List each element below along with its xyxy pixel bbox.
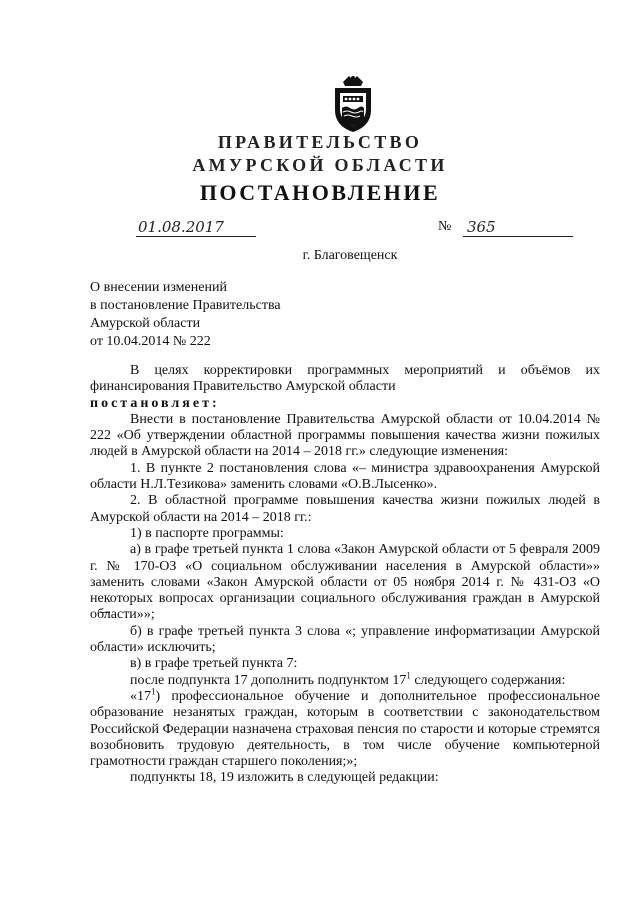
paragraph (90, 686, 600, 770)
subject-line: Амурской области (90, 316, 201, 331)
paragraph: 1. В пункте 2 постановления слова «– министра здравоохранения Амурской области Н.Л.Тезикова» заменить словами «О.В.Лысенко». (90, 460, 600, 493)
paragraph: 1) в паспорте программы: (130, 525, 284, 541)
paragraph: Внести в постановление Правительства Амурской области от 10.04.2014 № 222 «Об утверждении областной программы повышения качества жизни пожилых людей в Амурской области на 2014 – 2018 гг.» следующие изменения: (90, 411, 600, 460)
subject-line: от 10.04.2014 № 222 (90, 334, 211, 349)
paragraph (90, 396, 600, 412)
paragraph: в) в графе третьей пункта 7: (130, 656, 298, 672)
subject-line: О внесении изменений (90, 280, 227, 295)
paragraph-text: ) профессиональное обучение и дополнительное профессиональное образование незанятых граждан, которым в соответствии с законодательством Российской Федерации назначена страховая пенсия по старости и которые стремятся возобновить трудовую деятельность, в том числе обучение компьютерной грамотности граждан старшего поколения;»; (90, 688, 600, 770)
paragraph: В целях корректировки программных мероприятий и объёмов их финансирования Правительство Амурской области (90, 363, 600, 395)
city: г. Благовещенск (302, 248, 398, 263)
government-title: ПРАВИТЕЛЬСТВО (217, 132, 423, 152)
paragraph-text: «17 (130, 688, 151, 704)
amur-coat-of-arms-icon (329, 74, 377, 134)
paragraph: а) в графе третьей пункта 1 слова «Закон Амурской области от 5 февраля 2009 г. № 170-ОЗ «О социальном обслуживании населения в Амурской области»» заменить словами «Закон Амурской области от 05 ноября 2014 г. № 431-ОЗ «О некоторых вопросах организации социального обслуживания граждан в Амурской области»»; (90, 542, 600, 623)
document-date: 01.08.2017 (136, 218, 256, 237)
document-body (90, 363, 600, 787)
paragraph-text: после подпункта 17 дополнить подпунктом 17 (130, 672, 407, 688)
paragraph: 2. В областной программе повышения качества жизни пожилых людей в Амурской области на 2014 – 2018 гг.: (90, 493, 600, 525)
region-title: АМУРСКОЙ ОБЛАСТИ (192, 155, 448, 175)
resolves-word: постановляет: (90, 395, 220, 411)
superscript: 1 (406, 669, 411, 680)
document-subject (90, 279, 281, 351)
paragraph: подпункты 18, 19 изложить в следующей редакции: (130, 770, 439, 786)
paragraph (90, 669, 600, 689)
number-label: № (438, 219, 452, 234)
document-number: 365 (463, 218, 573, 237)
paragraph: б) в графе третьей пункта 3 слова «; управление информатизации Амурской области» исключить; (90, 623, 600, 656)
document-type: ПОСТАНОВЛЕНИЕ (199, 180, 441, 205)
subject-line: в постановление Правительства (90, 298, 281, 313)
superscript: 1 (151, 686, 156, 697)
paragraph-text: следующего содержания: (410, 672, 566, 688)
